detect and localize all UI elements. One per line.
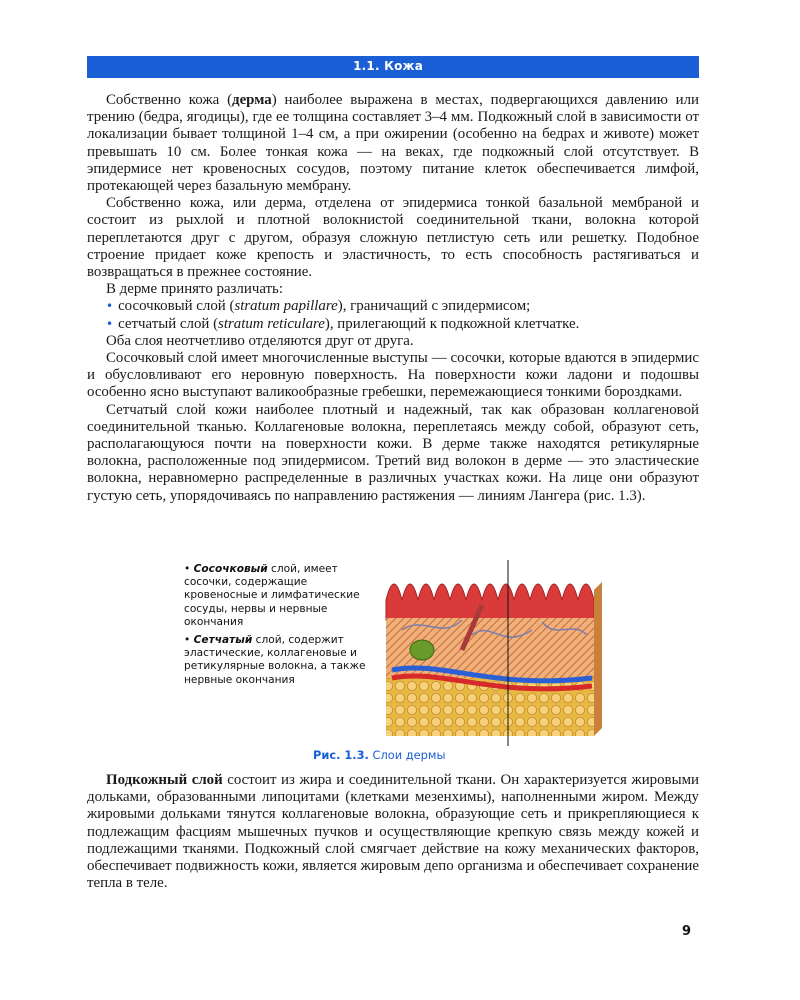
legend-item-papillary: • Сосочковый слой, имеет сосочки, содержащие кровеносные и лимфатические сосуды, нервы и нервные окончания bbox=[184, 563, 360, 628]
bullet-icon: • bbox=[106, 316, 114, 331]
figure-caption bbox=[313, 748, 445, 762]
paragraph-derma-layers-intro: В дерме принято различать: bbox=[106, 281, 283, 298]
paragraph-papillary: Сосочковый слой имеет многочисленные выступы — сосочки, которые вдаются в эпидермис и обусловливают его неровную поверхность. На поверхности кожи ладони и подошвы особенно ясно выступают валикообразные гребешки, перемежающиеся тонкими бороздками. bbox=[87, 350, 699, 401]
bullet-item bbox=[106, 316, 699, 333]
bullet-icon: • bbox=[106, 299, 114, 314]
paragraph-derma-structure: Собственно кожа, или дерма, отделена от эпидермиса тонкой базальной мембраной и состоит из рыхлой и плотной волокнистой соединительной ткани, волокна которой переплетаются друг с другом, образуя сложную петлистую сеть или решетку. Подобное строение придает коже крепость и эластичность, то есть способность растягиваться и возвращаться в прежнее состояние. bbox=[87, 195, 699, 281]
text-span: состоит из жира и соединительной ткани. Он характеризуется жировыми дольками, образованными липоцитами (клетками мезенхимы), наполненными жиром. Между жировыми дольками тянутся коллагеновые волокна, образующие сеть и прикрепляющиеся к подлежащим фасциям мышечных пучков и осуществляющие крепкую связь между кожей и подлежащими тканями. Подкожный слой смягчает действие на кожу механических факторов, обеспечивает подвижность кожи, является жировым депо организма и обеспечивает сохранение тепла в теле. bbox=[87, 772, 699, 892]
text-span: Собственно кожа ( bbox=[106, 92, 233, 108]
text-span: сетчатый слой ( bbox=[118, 315, 219, 332]
bullet-item bbox=[106, 298, 699, 315]
bold-term: дерма bbox=[232, 92, 272, 108]
papillary-layer-shape bbox=[386, 584, 594, 620]
legend-term: Сосочковый bbox=[193, 563, 268, 575]
text-span: сосочковый слой ( bbox=[118, 298, 235, 315]
paragraph-subcutaneous bbox=[87, 772, 699, 892]
block-side-shape bbox=[594, 582, 602, 736]
page-number: 9 bbox=[682, 924, 692, 939]
paragraph-reticular: Сетчатый слой кожи наиболее плотный и надежный, так как образован коллагеновой соединительной тканью. Коллагеновые волокна, переплетаясь между собой, образуют сеть, располагающуюся почти на поверхности кожи. В дерме также находятся ретикулярные волокна, расположенные под эпидермисом. Третий вид волокон в дерме — это эластические волокна, неравномерно распределенные в различных участках кожи. На лице они образуют густую сеть, упорядочиваясь по направлению растяжения — линиям Лангера (рис. 1.3). bbox=[87, 401, 699, 504]
text-block-bottom bbox=[87, 772, 699, 892]
dermis-illustration bbox=[382, 560, 604, 746]
legend-text: слой, имеет сосочки, содержащие кровеносные и лимфатические сосуды, нервы и нервные окончания bbox=[184, 563, 360, 628]
text-span: ), граничащий с эпидермисом; bbox=[337, 298, 531, 315]
chapter-header-bar bbox=[87, 56, 699, 78]
gland-shape bbox=[410, 640, 434, 660]
text-span: ), прилегающий к подкожной клетчатке. bbox=[324, 315, 580, 332]
latin-term: stratum papillare bbox=[234, 298, 338, 315]
text-block-top bbox=[87, 92, 699, 505]
caption-label: Рис. 1.3. bbox=[313, 748, 369, 762]
legend-term: Сетчатый bbox=[193, 634, 253, 647]
paragraph-derma-intro bbox=[87, 92, 699, 195]
bold-term: Подкожный слой bbox=[106, 772, 223, 788]
caption-text: Слои дермы bbox=[368, 748, 446, 762]
legend-item-reticular: • Сетчатый слой, содержит эластические, коллагеновые и ретикулярные волокна, а также нервные окончания bbox=[184, 634, 366, 686]
latin-term: stratum reticulare bbox=[218, 315, 325, 332]
text-span: ) наиболее выражена в местах, подвергающихся давлению или трению (бедра, ягодицы), где ее толщина составляет 3–4 мм. Подкожный слой в зависимости от локализации бывает толщиной 1–4 см, а при ожирении (особенно на бедрах и животе) может превышать 10 см. Более тонкая кожа — на веках, где подкожный слой отсутствует. В эпидермисе нет кровеносных сосудов, поэтому питание клеток обеспечивается лимфой, протекающей через базальную мембрану. bbox=[87, 92, 700, 195]
figure-legend bbox=[184, 563, 374, 692]
chapter-title: 1.1. Кожа bbox=[353, 59, 423, 73]
paragraph-layers-boundary: Оба слоя неотчетливо отделяются друг от друга. bbox=[106, 332, 414, 349]
legend-text: слой, содержит эластические, коллагеновые и ретикулярные волокна, а также нервные окончания bbox=[184, 634, 366, 686]
